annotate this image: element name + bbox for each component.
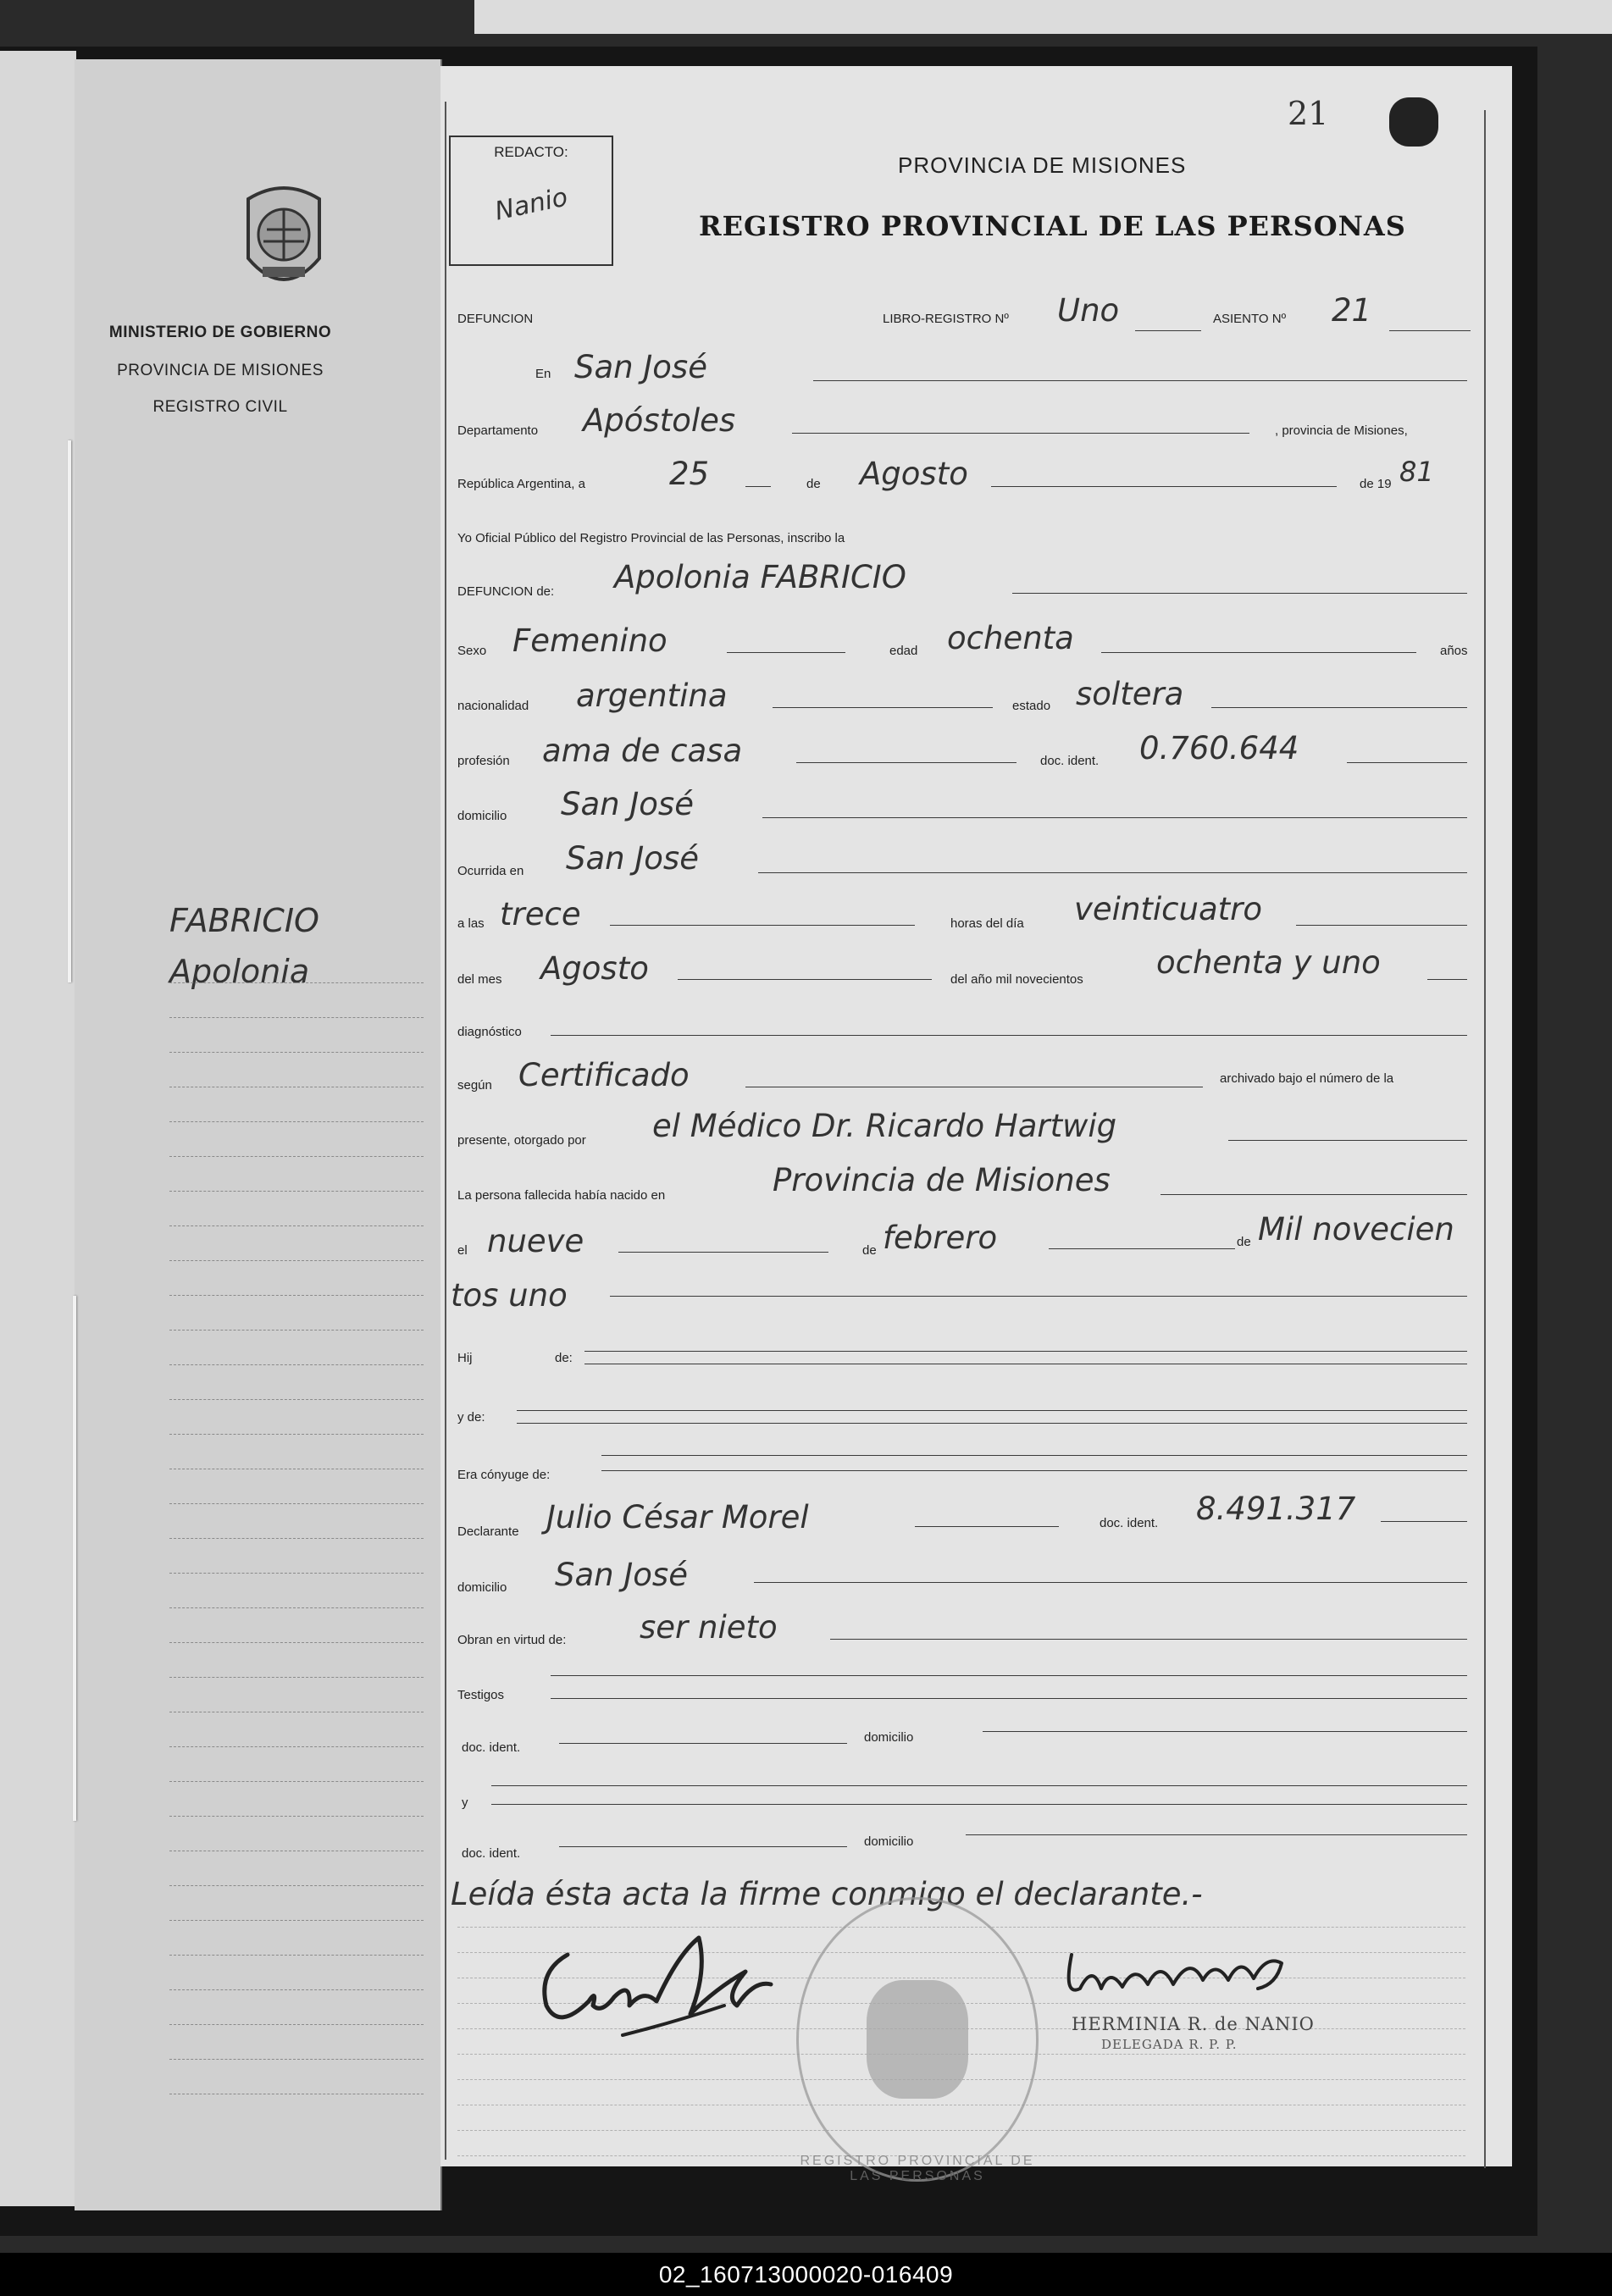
obran-value: ser nieto — [640, 1609, 778, 1646]
doc-ident3-label: doc. ident. — [462, 1740, 521, 1755]
left-ruled-line — [169, 1607, 424, 1608]
hij-de-label: de: — [555, 1351, 573, 1365]
left-ruled-line — [169, 1052, 424, 1053]
province-title: PROVINCIA DE MISIONES — [898, 152, 1187, 178]
archivado-label: archivado bajo el número de la — [1220, 1071, 1394, 1086]
asiento-label: ASIENTO Nº — [1213, 312, 1287, 326]
nacionalidad-label: nacionalidad — [457, 699, 529, 713]
rule — [601, 1455, 1467, 1456]
ocurrida-value: San José — [566, 840, 699, 877]
birth-month-value: febrero — [883, 1220, 998, 1256]
official-stamp — [796, 1897, 1039, 2182]
left-ruled-line — [169, 1677, 424, 1678]
left-ruled-line — [169, 1781, 424, 1782]
de-label: de — [806, 477, 821, 491]
mes-value: Agosto — [540, 950, 649, 987]
edad-label: edad — [889, 644, 918, 658]
scan-background-top — [474, 0, 1612, 34]
binding-string-lower — [73, 1296, 76, 1821]
profesion-value: ama de casa — [542, 733, 743, 769]
rule — [610, 925, 915, 926]
declarant-signature — [529, 1921, 784, 2048]
rule — [727, 652, 845, 653]
en-value: San José — [574, 349, 707, 385]
rule — [559, 1846, 847, 1847]
segun-value: Certificado — [518, 1057, 690, 1093]
registry-title: REGISTRO PROVINCIAL DE LAS PERSONAS — [699, 210, 1406, 242]
year-value: 81 — [1399, 456, 1434, 488]
doc-ident2-label: doc. ident. — [1100, 1516, 1159, 1530]
rule — [745, 486, 771, 487]
doc-ident-label: doc. ident. — [1040, 754, 1100, 768]
redacto-box — [449, 136, 613, 266]
domicilio3-label: domicilio — [864, 1730, 914, 1745]
rule — [1347, 762, 1467, 763]
closing-statement: Leída ésta acta la firme conmigo el declarante.- — [451, 1876, 1203, 1912]
image-id-footer: 02_160713000020-016409 — [0, 2253, 1612, 2296]
birth-year-continuation: tos uno — [451, 1277, 568, 1314]
left-ruled-line — [169, 1642, 424, 1643]
left-ruled-line — [169, 2024, 424, 2025]
estado-value: soltera — [1076, 676, 1184, 712]
rule — [813, 380, 1467, 381]
rule — [966, 1834, 1467, 1835]
domicilio2-label: domicilio — [457, 1580, 507, 1595]
rule — [1012, 593, 1467, 594]
rule — [1049, 1248, 1235, 1249]
left-ruled-line — [169, 1295, 424, 1296]
republica-label: República Argentina, a — [457, 477, 585, 491]
index-surname: FABRICIO — [169, 902, 319, 939]
registrar-role: DELEGADA R. P. P. — [1101, 2037, 1238, 2052]
domicilio-value: San José — [561, 786, 694, 822]
left-page — [75, 59, 442, 2210]
redacto-value: Nanio — [492, 182, 571, 227]
province-emblem-icon — [241, 182, 326, 294]
ministry-province: PROVINCIA DE MISIONES — [117, 362, 324, 379]
rule — [1228, 1140, 1467, 1141]
doc-ident-value: 0.760.644 — [1139, 730, 1299, 766]
rule — [1427, 979, 1467, 980]
libro-value: Uno — [1057, 292, 1120, 329]
rule — [551, 1698, 1467, 1699]
left-ruled-line — [169, 1920, 424, 1921]
left-ruled-line — [169, 1816, 424, 1817]
left-ruled-line — [169, 1989, 424, 1990]
en-label: En — [535, 367, 551, 381]
ministry-name: MINISTERIO DE GOBIERNO — [108, 324, 332, 341]
rule — [983, 1731, 1467, 1732]
presente-label: presente, otorgado por — [457, 1133, 586, 1148]
ink-blot — [1389, 97, 1438, 147]
departamento-label: Departamento — [457, 423, 539, 438]
edad-value: ochenta — [947, 620, 1074, 656]
doc-ident2-value: 8.491.317 — [1196, 1491, 1356, 1527]
ocurrida-label: Ocurrida en — [457, 864, 524, 878]
domicilio-label: domicilio — [457, 809, 507, 823]
left-ruled-line — [169, 2059, 424, 2060]
rule — [991, 486, 1337, 487]
hora-value: trece — [500, 896, 581, 932]
rule — [1101, 652, 1416, 653]
rule — [796, 762, 1017, 763]
asiento-value: 21 — [1332, 292, 1372, 329]
declarante-label: Declarante — [457, 1524, 519, 1539]
redacto-label: REDACTO: — [494, 144, 568, 160]
rule — [517, 1423, 1467, 1424]
a-las-label: a las — [457, 916, 485, 931]
obran-label: Obran en virtud de: — [457, 1633, 567, 1647]
left-ruled-line — [169, 1330, 424, 1331]
rule — [491, 1804, 1467, 1805]
el-label: el — [457, 1243, 468, 1258]
birth-year-value: Mil novecien — [1258, 1211, 1454, 1248]
rule — [792, 433, 1249, 434]
rule — [915, 1526, 1059, 1527]
del-mes-label: del mes — [457, 972, 502, 987]
rule — [754, 1582, 1467, 1583]
sexo-label: Sexo — [457, 644, 487, 658]
left-ruled-line — [169, 1955, 424, 1956]
y-label: y — [462, 1795, 468, 1810]
page-number: 21 — [1288, 95, 1329, 132]
estado-label: estado — [1012, 699, 1051, 713]
domicilio4-label: domicilio — [864, 1834, 914, 1849]
anio-label: del año mil novecientos — [950, 972, 1083, 987]
left-ruled-line — [169, 1573, 424, 1574]
rule — [551, 1675, 1467, 1676]
departamento-value: Apóstoles — [583, 402, 736, 439]
rule — [1161, 1194, 1467, 1195]
left-ruled-line — [169, 1260, 424, 1261]
horas-dia-label: horas del día — [950, 916, 1024, 931]
rule — [601, 1470, 1467, 1471]
libro-label: LIBRO-REGISTRO Nº — [883, 312, 1009, 326]
profesion-label: profesión — [457, 754, 510, 768]
oficial-text: Yo Oficial Público del Registro Provincial de las Personas, inscribo la — [457, 531, 845, 545]
registrar-name: HERMINIA R. de NANIO — [1072, 2014, 1315, 2034]
rule — [1135, 330, 1201, 331]
rule — [758, 872, 1467, 873]
birth-day-value: nueve — [487, 1223, 584, 1259]
anio-value: ochenta y uno — [1156, 944, 1381, 981]
year-prefix: de 19 — [1360, 477, 1392, 491]
declarante-value: Julio César Morel — [546, 1499, 809, 1535]
hij-label: Hij — [457, 1351, 473, 1365]
left-ruled-line — [169, 1885, 424, 1886]
left-ruled-line — [169, 1017, 424, 1018]
otorgado-value: el Médico Dr. Ricardo Hartwig — [652, 1108, 1117, 1144]
testigos-label: Testigos — [457, 1688, 505, 1702]
registrar-signature — [1055, 1938, 1292, 2014]
rule — [830, 1639, 1467, 1640]
diagnostico-label: diagnóstico — [457, 1025, 522, 1039]
rule — [559, 1743, 847, 1744]
de3-label: de — [1237, 1235, 1251, 1249]
de2-label: de — [862, 1243, 877, 1258]
stamp-text: REGISTRO PROVINCIAL DE LAS PERSONAS — [800, 2154, 1035, 2183]
index-given-name: Apolonia — [169, 953, 310, 990]
rule — [762, 817, 1467, 818]
provincia-suffix: , provincia de Misiones, — [1275, 423, 1408, 438]
left-margin-rule — [445, 102, 446, 2160]
rule — [678, 979, 932, 980]
rule — [551, 1035, 1467, 1036]
nacionalidad-value: argentina — [576, 678, 728, 714]
rule — [1296, 925, 1467, 926]
segun-label: según — [457, 1078, 492, 1093]
doc-ident4-label: doc. ident. — [462, 1846, 521, 1861]
nacido-label: La persona fallecida había nacido en — [457, 1188, 666, 1203]
sexo-value: Femenino — [512, 622, 668, 659]
day-value: 25 — [669, 456, 710, 492]
left-ruled-line — [169, 1399, 424, 1400]
left-ruled-line — [169, 1503, 424, 1504]
left-ruled-line — [169, 1121, 424, 1122]
ministry-office: REGISTRO CIVIL — [152, 398, 288, 416]
right-margin-rule — [1484, 110, 1486, 2168]
left-ruled-line — [169, 1434, 424, 1435]
nacido-value: Provincia de Misiones — [773, 1162, 1111, 1198]
deceased-name: Apolonia FABRICIO — [614, 559, 906, 595]
left-ruled-line — [169, 982, 424, 983]
form-type-label: DEFUNCION — [457, 312, 534, 326]
rule — [1211, 707, 1467, 708]
rule — [517, 1410, 1467, 1411]
binding-string-upper — [68, 440, 71, 982]
anos-label: años — [1440, 644, 1468, 658]
domicilio2-value: San José — [555, 1557, 688, 1593]
dia-value: veinticuatro — [1074, 891, 1262, 927]
rule — [610, 1296, 1467, 1297]
rule — [1381, 1521, 1467, 1522]
month-value: Agosto — [860, 456, 968, 492]
left-ruled-line — [169, 1225, 424, 1226]
rule — [618, 1252, 828, 1253]
rule — [773, 707, 993, 708]
defuncion-de-label: DEFUNCION de: — [457, 584, 555, 599]
stamp-emblem-icon — [867, 1980, 968, 2099]
left-ruled-line — [169, 1538, 424, 1539]
rule — [1389, 330, 1471, 331]
left-ruled-line — [169, 1746, 424, 1747]
rule — [491, 1785, 1467, 1786]
rule — [584, 1351, 1467, 1352]
left-ruled-line — [169, 1191, 424, 1192]
left-ruled-line — [169, 1364, 424, 1365]
left-ruled-line — [169, 1156, 424, 1157]
y-de-label: y de: — [457, 1410, 485, 1425]
conyuge-label: Era cónyuge de: — [457, 1468, 551, 1482]
